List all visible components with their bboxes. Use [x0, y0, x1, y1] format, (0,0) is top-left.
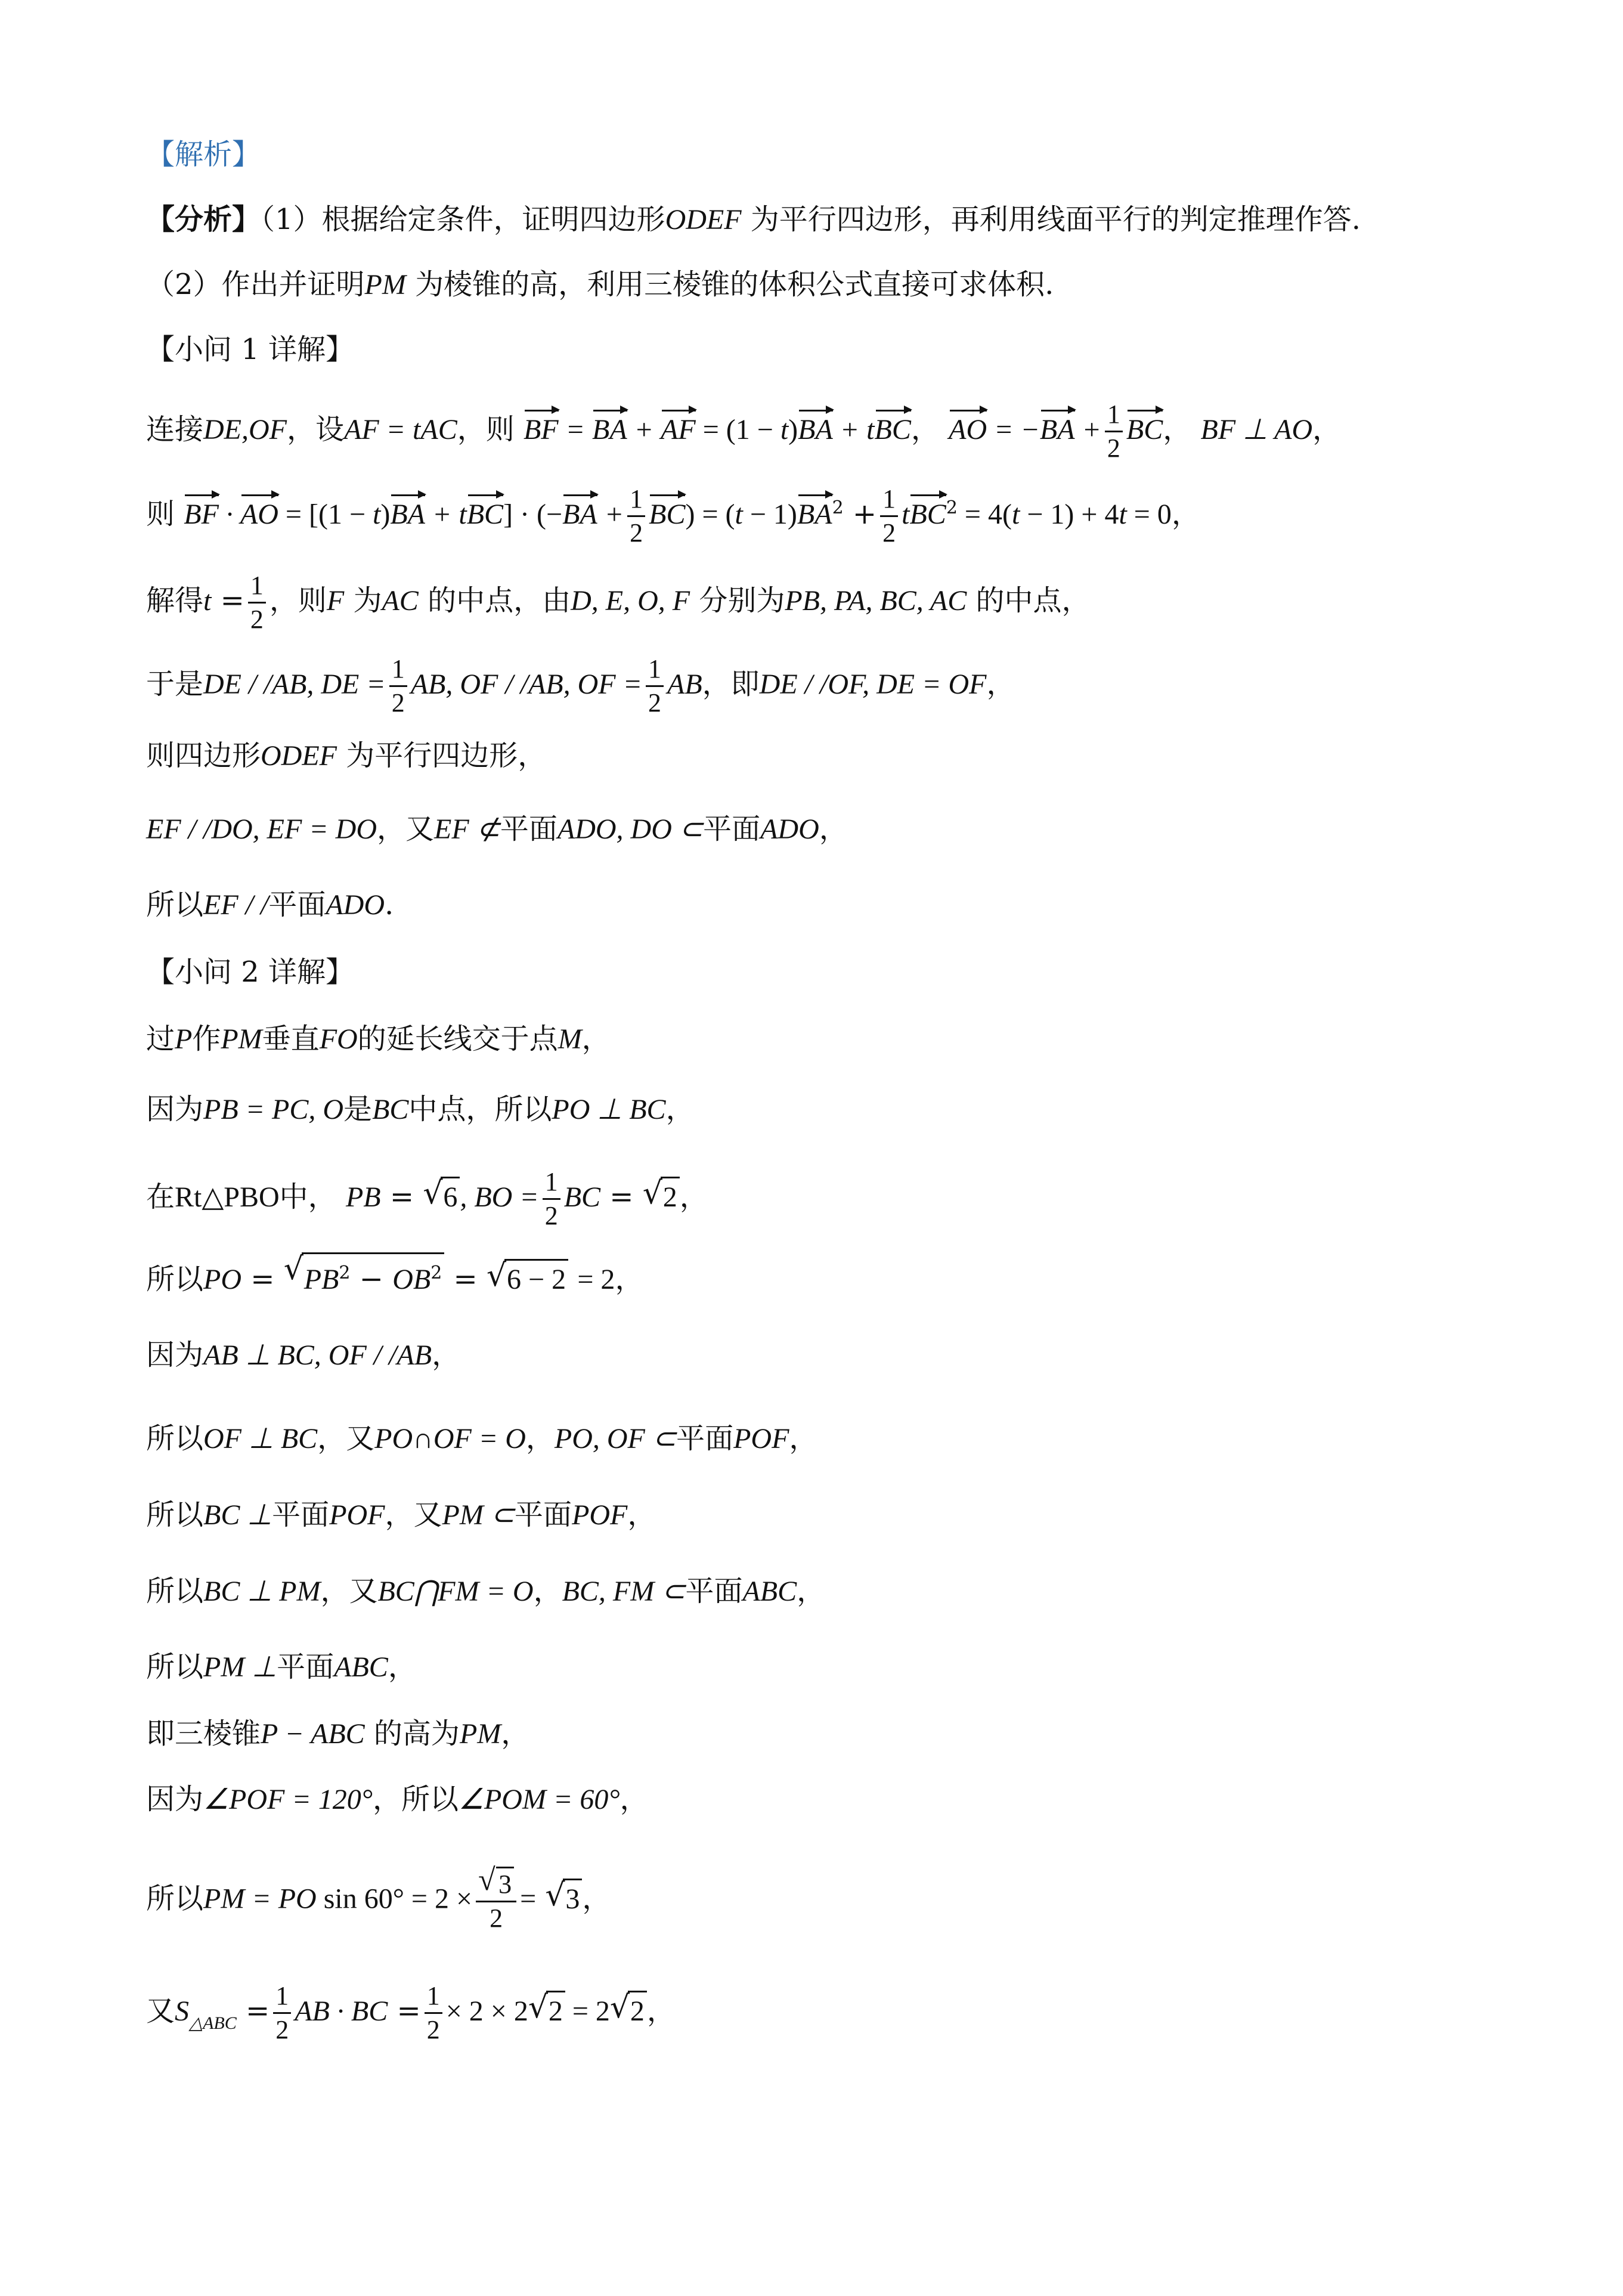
sub2-heading: 【小问 2 详解】 [146, 955, 355, 989]
sub1-line-7: 所以EF / /平面ADO. [146, 888, 394, 921]
sub2-line-6: 所以OF ⊥ BC，又PO∩OF = O，PO, OF ⊂平面POF， [146, 1422, 818, 1455]
sub1-line-1: 连接DE,OF，设AF = tAC，则 BF = BA + AF = (1 − t)BA + tBC， AO = −BA + $\frac{1}{2}$ BC， BF ⊥ AO， [146, 400, 1342, 463]
sub1-line-4: 于是DE / /AB, DE = $\frac{1}{2}$ AB, OF / /AB, OF = $\frac{1}{2}$ AB，即DE / /OF, DE = OF， [146, 654, 1015, 717]
sub1-line-2: 则 BF · AO = [(1 − t)BA + tBC] · (−BA + $\frac{1}{2}$ $BC) = (t - 1)BA^2$ + $\frac{1}{2}$ tBC$^2$ = 4(t − 1) + 4t = 0， [146, 484, 1200, 547]
sub2-line-13: 又$S_{\triangle ABC}$ = $\frac{1}{2}$ AB · BC = $\frac{1}{2}$ × 2 × 2√ 2 = 2√ 2， [146, 1980, 676, 2046]
sub2-line-5: 因为AB ⊥ BC, OF / /AB， [146, 1338, 461, 1372]
sub2-line-8: 所以BC ⊥ PM，又BC⋂FM = O，BC, FM ⊂平面ABC， [146, 1574, 826, 1608]
sub2-line-2: 因为PB = PC, O是BC中点，所以PO ⊥ BC， [146, 1093, 695, 1126]
sub1-heading: 【小问 1 详解】 [146, 333, 355, 366]
sub2-line-12: 所以PM = PO sin 60° = 2 × √ $\frac{3}{2}$ = √ 3， [146, 1867, 611, 1935]
sub2-line-9: 所以PM ⊥平面ABC， [146, 1650, 417, 1684]
sub2-line-4: 所以PO = √ $PB^2 - OB^2$ = √ 6 − 2 = 2， [146, 1252, 643, 1299]
section-title: 【解析】 [146, 139, 261, 171]
analysis-line-1: 【分析】（1）根据给定条件，证明四边形ODEF 为平行四边形，再利用线面平行的判定推理作答. [146, 203, 1361, 236]
sub2-line-7: 所以BC ⊥平面POF，又PM ⊂平面POF， [146, 1498, 656, 1531]
sub1-line-3: 解得t = $\frac{1}{2}$ ，则F 为AC 的中点，由D, E, O, F 分别为PB, PA, BC, AC 的中点， [146, 571, 1091, 634]
sub2-line-10: 即三棱锥P − ABC 的高为PM， [146, 1717, 530, 1750]
analysis-label: 【分析】 [146, 203, 261, 236]
sub2-line-11: 因为∠POF = 120°，所以∠POM = 60°， [146, 1783, 649, 1816]
sub2-line-3: 在Rt△PBO中， PB = √ 6, BO = $\frac{1}{2}$ BC = √ 2， [146, 1166, 708, 1232]
sub1-line-6: EF / /DO, EF = DO，又EF ⊄平面ADO, DO ⊂平面ADO， [146, 812, 848, 846]
sub2-line-1: 过P作PM垂直FO的延长线交于点M， [146, 1022, 611, 1056]
analysis-line-2: （2）作出并证明PM 为棱锥的高，利用三棱锥的体积公式直接可求体积. [146, 268, 1054, 301]
sub1-line-5: 则四边形ODEF 为平行四边形， [146, 739, 547, 772]
